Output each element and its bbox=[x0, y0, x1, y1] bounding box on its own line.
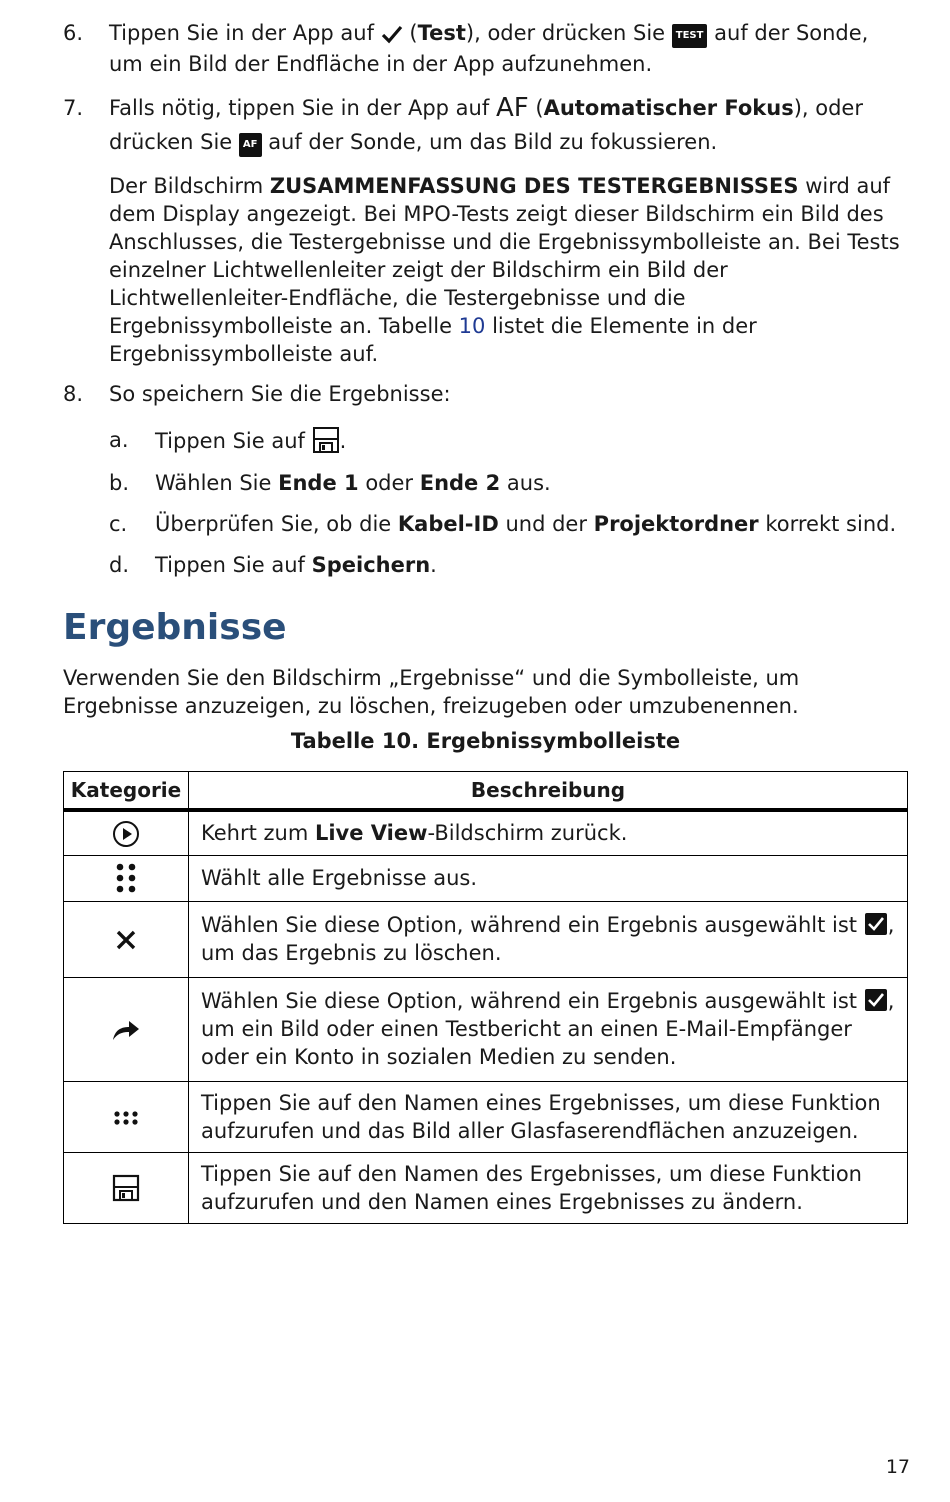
save-floppy-icon bbox=[112, 1174, 140, 1202]
table-caption: Tabelle 10. Ergebnissymbolleiste bbox=[290, 729, 681, 753]
checked-box-icon bbox=[864, 988, 888, 1012]
step-6-line2: um ein Bild der Endfläche in der App aufzunehmen. bbox=[109, 52, 653, 76]
table-row bbox=[64, 1152, 908, 1223]
section-intro: Verwenden Sie den Bildschirm „Ergebnisse“ und die Symbolleiste, um Ergebnisse anzuzeigen, zu löschen, freizugeben oder umzubenennen. bbox=[63, 666, 800, 718]
table-link[interactable]: 10 bbox=[458, 314, 486, 338]
description-cell: Wählen Sie diese Option, während ein Ergebnis ausgewählt ist , um das Ergebnis zu löschen. bbox=[189, 901, 908, 977]
substep-b: Wählen Sie Ende 1 oder Ende 2 aus. bbox=[155, 471, 551, 495]
af-button-badge: AF bbox=[239, 133, 262, 157]
substep-letter: b. bbox=[109, 471, 130, 495]
description-cell: Tippen Sie auf den Namen des Ergebnisses, um diese Funktion aufzurufen und den Namen eines Ergebnisses zu ändern. bbox=[189, 1152, 908, 1223]
delete-x-icon bbox=[115, 929, 137, 951]
step-6-text: Tippen Sie in der App auf (Test), oder drücken Sie TEST auf der Sonde, bbox=[109, 19, 909, 48]
table-row bbox=[64, 977, 908, 1081]
step-number: 7. bbox=[63, 96, 84, 120]
substep-letter: c. bbox=[109, 512, 128, 536]
icon-cell bbox=[64, 901, 189, 977]
share-arrow-icon bbox=[111, 1018, 141, 1042]
step-7-text: Falls nötig, tippen Sie in der App auf AF (Automatischer Fokus), oder bbox=[109, 93, 863, 123]
select-all-dots-icon bbox=[114, 862, 138, 894]
page-number: 17 bbox=[885, 1456, 910, 1478]
icon-cell bbox=[64, 1081, 189, 1152]
table-row bbox=[64, 1081, 908, 1152]
section-title: Ergebnisse bbox=[63, 607, 287, 648]
substep-letter: a. bbox=[109, 428, 129, 452]
header-category: Kategorie bbox=[64, 772, 189, 811]
save-floppy-icon bbox=[312, 426, 340, 454]
checkmark-icon bbox=[381, 24, 403, 44]
table-row bbox=[64, 810, 908, 855]
header-description: Beschreibung bbox=[189, 772, 908, 811]
description-cell: Wählen Sie diese Option, während ein Ergebnis ausgewählt ist , um ein Bild oder einen Testbericht an einen E-Mail-Empfänger oder ein Konto in sozialen Medien zu senden. bbox=[189, 977, 908, 1081]
description-cell: Wählt alle Ergebnisse aus. bbox=[189, 855, 908, 901]
table-row bbox=[64, 901, 908, 977]
summary-paragraph: Der Bildschirm ZUSAMMENFASSUNG DES TESTERGEBNISSES wird auf dem Display angezeigt. Bei MPO-Tests zeigt dieser Bildschirm ein Bild des Anschlusses, die Testergebnisse und die Ergebnissymbolleiste an. Bei Tests einzelner Lichtwellenleiter zeigt der Bildschirm ein Bild der Lichtwellenleiter-Endfläche, die Testergebnisse und die Ergebnissymbolleiste an. Tabelle 10 listet die Elemente in der Ergebnissymbolleiste auf. bbox=[109, 174, 900, 366]
step-7-line2: drücken Sie AF auf der Sonde, um das Bild zu fokussieren. bbox=[109, 128, 909, 157]
step-number: 6. bbox=[63, 21, 84, 45]
substep-letter: d. bbox=[109, 553, 130, 577]
icon-cell bbox=[64, 810, 189, 855]
table-header-row bbox=[64, 772, 908, 811]
substep-c: Überprüfen Sie, ob die Kabel-ID und der Projektordner korrekt sind. bbox=[155, 512, 897, 536]
description-cell: Kehrt zum Live View-Bildschirm zurück. bbox=[189, 810, 908, 855]
description-cell: Tippen Sie auf den Namen eines Ergebnisses, um diese Funktion aufzurufen und das Bild aller Glasfaserendflächen anzuzeigen. bbox=[189, 1081, 908, 1152]
grid-dots-icon bbox=[113, 1110, 139, 1126]
substep-a: Tippen Sie auf . bbox=[155, 426, 915, 455]
icon-cell bbox=[64, 977, 189, 1081]
step-number: 8. bbox=[63, 382, 84, 406]
icon-cell bbox=[64, 1152, 189, 1223]
step-8-text: So speichern Sie die Ergebnisse: bbox=[109, 382, 451, 406]
play-circle-icon bbox=[112, 820, 140, 848]
table-row bbox=[64, 855, 908, 901]
autofocus-icon: AF bbox=[495, 93, 529, 123]
icon-cell bbox=[64, 855, 189, 901]
results-toolbar-table bbox=[63, 771, 908, 1224]
checked-box-icon bbox=[864, 912, 888, 936]
substep-d: Tippen Sie auf Speichern. bbox=[155, 553, 437, 577]
test-button-badge: TEST bbox=[672, 24, 708, 48]
